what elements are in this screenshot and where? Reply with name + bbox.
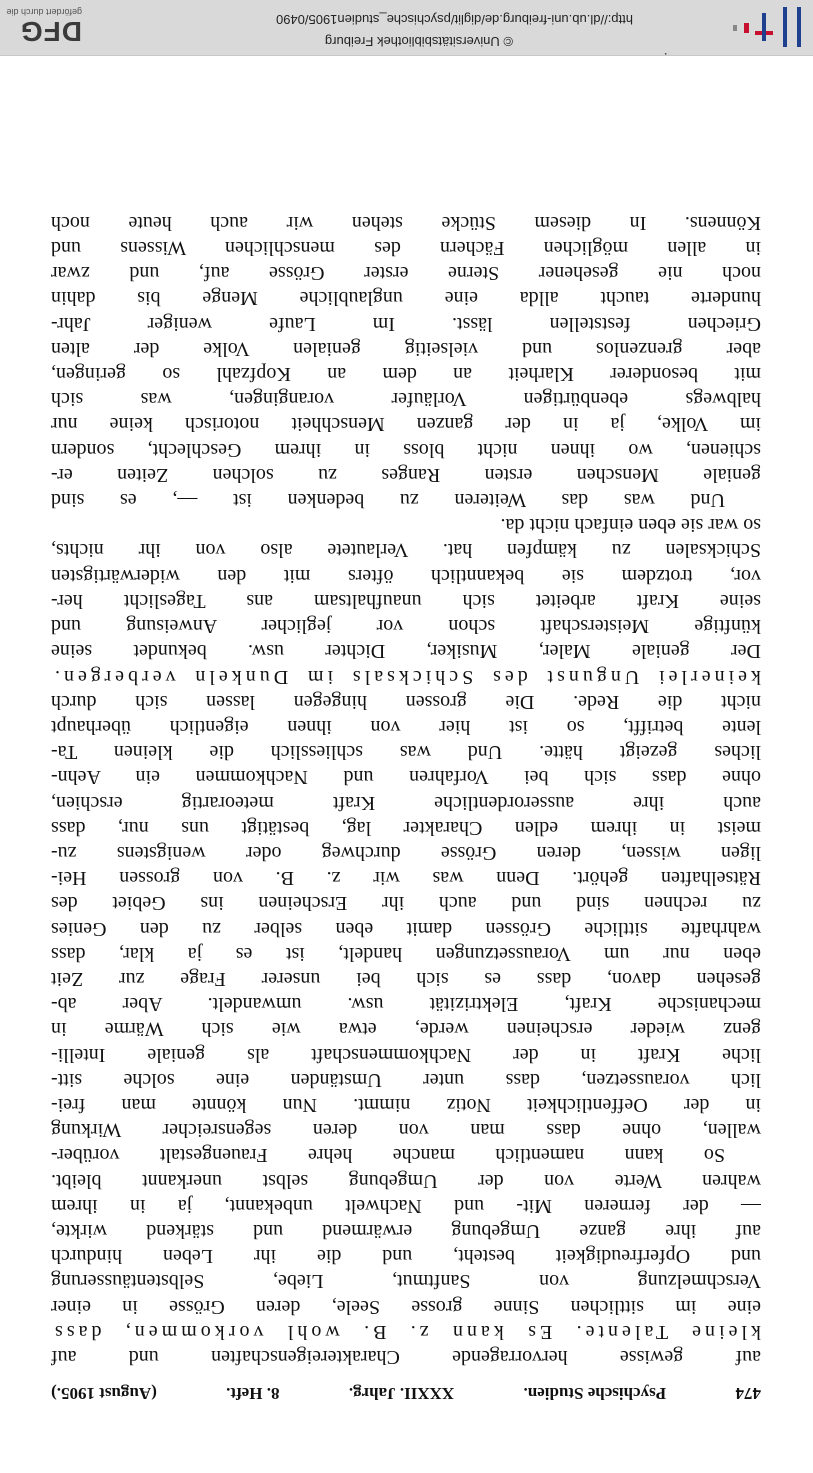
text-line: genz wieder erscheinen werde, etwa wie sich Wärme in (51, 1018, 761, 1041)
text-line: Der geniale Maler, Musiker, Dichter usw. bekundet seine (51, 640, 761, 663)
text-line: wahrhafte sittliche Grössen damit eben selber zu den Genies (51, 917, 761, 940)
text-line: — der ferneren Mit- und Nachwelt unbekannt, ja in ihrem (51, 1194, 761, 1217)
text-line: Verschmelzung von Sanftmut, Liebe, Selbstentäusserung (51, 1270, 761, 1293)
text-line: lente betrifft, so ist hier von ihnen eigentlich überhaupt (51, 715, 761, 738)
body-text (51, 210, 761, 1369)
text-line: so war sie eben einfach nicht da. (500, 514, 761, 537)
book-page (51, 210, 761, 1403)
issue-label: 8. Heft. (226, 1384, 280, 1403)
text-line: liche Kraft in der Nachkommenschaft als geniale Intelli- (51, 1043, 761, 1066)
text-line: zu rechnen sind und auch ihr Erscheinen ins Gebiet des (51, 892, 761, 915)
text-line: hunderte taucht allda eine unglaubliche Menge bis dahin (51, 287, 761, 310)
text-line: So kann namentlich manche hehre Frauengestalt vorüber- (51, 1144, 725, 1167)
text-line: seine Kraft arbeitet sich unaufhaltsam ans Tageslicht her- (51, 589, 761, 612)
text-line: Könnens. In diesem Stücke stehen wir auch heute noch (51, 211, 761, 234)
text-line: meist in ihrem edlen Charakter lag, bestätigt uns nur, dass (51, 816, 761, 839)
text-line: und Opferfreudigkeit besteht, und die ihr Leben hindurch (51, 1245, 761, 1268)
page-number: 474 (735, 1384, 761, 1403)
text-line: kleine Talente. Es kann z. B. wohl vorkommen, dass (51, 1320, 761, 1343)
text-line: halbwegs ebenbürtigen Vorläufer vorangingen, was sich (51, 388, 761, 411)
issue-date: (August 1905.) (51, 1384, 157, 1403)
scan-dot: · (663, 45, 668, 60)
text-line: mit besonderer Klarheit an dem an Kopfzahl so geringen, (51, 363, 761, 386)
volume-label: XXXII. Jahrg. (348, 1384, 455, 1403)
text-line: im Volke, ja in der ganzen Menschheit notorisch keine nur (51, 413, 761, 436)
text-line: schienen, wo ihnen nicht bloss in ihrem Geschlecht, sondern (51, 438, 761, 461)
text-line: mechanische Kraft, Elektrizität usw. umwandelt. Aber ab- (51, 993, 761, 1016)
text-line: auch ihre ausserordentliche Kraft meteorartig erschien, (51, 791, 761, 814)
viewer-footer-bar (0, 0, 813, 56)
text-line: wallen, ohne dass man von deren segensreicher Wirkung (51, 1119, 761, 1142)
text-line: in allen möglichen Fächern des menschlichen Wissens und (51, 237, 761, 260)
text-line: eben nur um Voraussetzungen handelt, ist es ja klar, dass (51, 942, 761, 965)
dfg-logo[interactable] (0, 0, 90, 55)
journal-title: Psychische Studien. (523, 1384, 667, 1403)
text-line: eine im sittlichen Sinne grosse Seele, deren Grösse in einer (51, 1295, 761, 1318)
text-line: nicht die Rede. Die grossen hingegen lassen sich durch (51, 690, 761, 713)
text-line: ohne dass sich bei Vorfahren und Nachkommen ein Aehn- (51, 766, 761, 789)
text-line: keinerlei Ungunst des Schicksals im Dunkeln verbergen. (51, 665, 761, 688)
text-line: geniale Menschen ersten Ranges zu solchen Zeiten er- (51, 463, 761, 486)
ub-logo-icon (723, 0, 813, 55)
text-line: lich voraussetzen, dass unter Umständen eine solche sitt- (51, 1068, 761, 1091)
text-line: ligen wissen, deren Grösse durchweg oder wenigstens zu- (51, 841, 761, 864)
text-line: vor, trotzdem sie bekanntlich öfters mit den widerwärtigsten (51, 564, 761, 587)
dfg-logo-text: DFG (19, 16, 82, 47)
page-url[interactable]: http://dl.ub.uni-freiburg.de/diglit/psychische_studien1905/0490 (275, 12, 633, 27)
text-line: gesehen davon, dass es sich bei unserer Frage zur Zeit (51, 967, 761, 990)
text-line: aber grenzenlos und vielseitig genialen Volke der alten (51, 337, 761, 360)
text-line: auf ihre ganze Umgebung erwärmend und stärkend wirkte, (51, 1219, 761, 1242)
running-head (51, 1383, 761, 1403)
copyright-notice: © Universitätsbibliothek Freiburg (324, 34, 513, 49)
text-line: liches gezeigt hätte. Und was schliesslich die kleinen Ta- (51, 741, 761, 764)
ub-freiburg-logo[interactable] (723, 0, 813, 55)
text-line: noch nie gesehener Sterne erster Grösse auf, und zwar (51, 262, 761, 285)
dfg-logo-caption: gefördert durch die (6, 7, 82, 17)
text-line: Und was das Weiteren zu bedenken ist —, es sind (51, 489, 725, 512)
text-line: wahren Werte von der Umgebung selbst unerkannt bleibt. (51, 1169, 761, 1192)
text-line: Schicksalen zu kämpfen hat. Verlautete also von ihr nichts, (51, 539, 761, 562)
text-line: auf gewisse hervorragende Charaktereigenschaften und auf (51, 1346, 761, 1368)
text-line: künftige Meisterschaft schon vor jeglicher Anweisung und (51, 615, 761, 638)
text-line: Rätselhaften gehört. Denn was wir z. B. von grossen Hei- (51, 867, 761, 890)
text-line: Griechen feststellen lässt. Im Laufe weniger Jahr- (51, 312, 761, 335)
text-line: in der Oeffentlichkeit Notiz nimmt. Nun könnte man frei- (51, 1093, 761, 1116)
